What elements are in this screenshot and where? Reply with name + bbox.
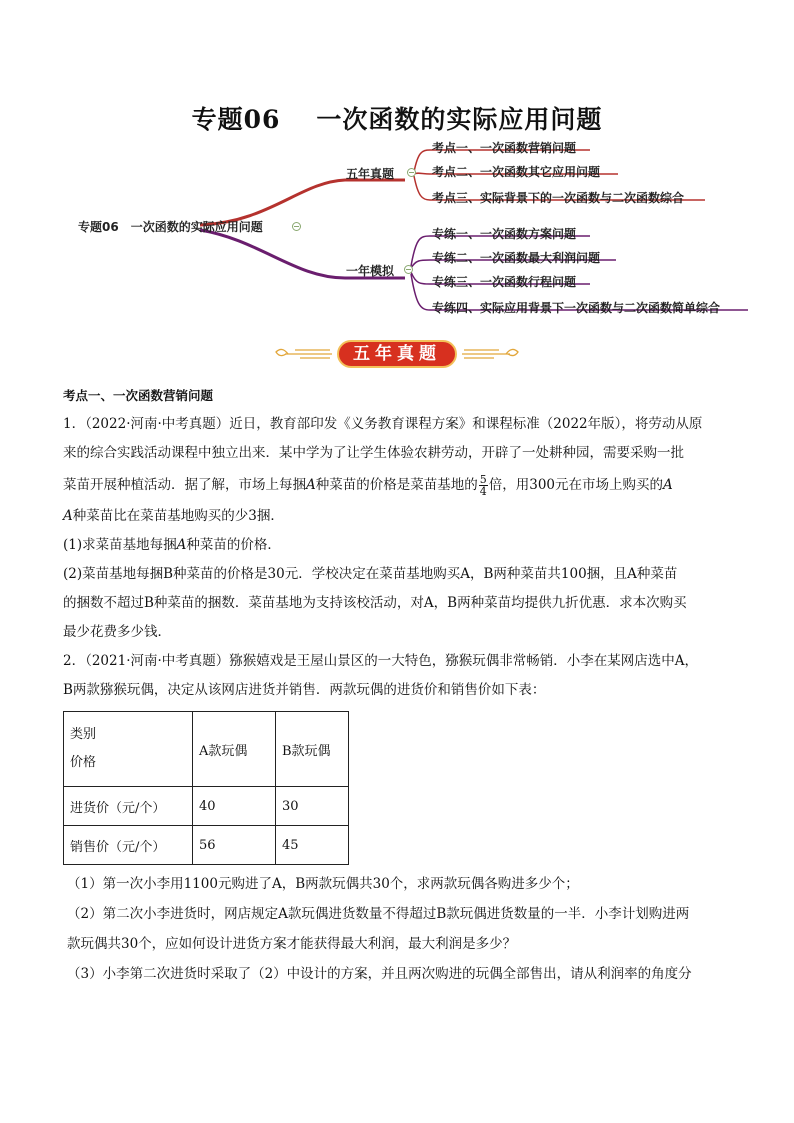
collapse-icon[interactable] [404, 265, 413, 274]
question-content [63, 386, 733, 989]
banner-label: 五年真题 [337, 340, 457, 368]
q1-part-1: (1)求菜苗基地每捆A种菜苗的价格． [63, 537, 281, 553]
q2-line: 2．（2021·河南·中考真题）猕猴嬉戏是王屋山景区的一大特色，猕猴玩偶非常畅销．小李在某网店选中A， [63, 653, 699, 669]
mind-map-leaf: 专练三、一次函数行程问题 [432, 275, 577, 289]
table-cell: 45 [276, 826, 349, 865]
table-cell: 销售价（元/个） [64, 826, 193, 865]
table-header-row [64, 712, 349, 787]
mind-map [0, 130, 794, 330]
q2-line: B两款猕猴玩偶，决定从该网店进货并销售．两款玩偶的进货价和销售价如下表： [63, 682, 546, 698]
q1-line: A种菜苗比在菜苗基地购买的少3捆． [63, 508, 284, 524]
q1-part-2: (2)菜苗基地每捆B种菜苗的价格是30元．学校决定在菜苗基地购买A，B两种菜苗共100捆，且A种菜苗 [63, 566, 678, 582]
q2-sub-1: （1）第一次小李用1100元购进了A，B两款玩偶共30个，求两款玩偶各购进多少个； [67, 876, 579, 892]
q1-line: 1．（2022·河南·中考真题）近日，教育部印发《义务教育课程方案》和课程标准（2022年版），将劳动从原 [63, 416, 703, 432]
q2-sub-3: （3）小李第二次进货时采取了（2）中设计的方案，并且两次购进的玩偶全部售出，请从利润率的角度分 [67, 966, 692, 982]
mind-map-leaf: 专练四、实际应用背景下一次函数与二次函数简单综合 [432, 301, 721, 315]
table-header-cell: B款玩偶 [276, 712, 349, 787]
table-cell: 40 [193, 787, 276, 826]
title-topic-name: 一次函数的实际应用问题 [316, 105, 603, 134]
q1-part-2: 最少花费多少钱． [63, 624, 171, 640]
mind-map-leaf: 考点一、一次函数营销问题 [432, 141, 577, 155]
mind-map-leaf: 考点二、一次函数其它应用问题 [432, 165, 601, 179]
table-cell: 30 [276, 787, 349, 826]
price-table [63, 711, 349, 865]
table-header-cell: 类别 价格 [64, 712, 193, 787]
mind-map-root: 专题06 一次函数的实际应用问题 [78, 220, 263, 234]
fraction: $\frac{5}{4}$ [479, 473, 487, 498]
mind-map-branch-five-year: 五年真题 [346, 167, 395, 181]
mind-map-leaf: 专练一、一次函数方案问题 [432, 227, 577, 241]
q2-sub-2: 款玩偶共30个，应如何设计进货方案才能获得最大利润，最大利润是多少？ [67, 936, 517, 952]
table-header-cell: A款玩偶 [193, 712, 276, 787]
table-row [64, 787, 349, 826]
q1-line: 菜苗开展种植活动．据了解，市场上每捆A种菜苗的价格是菜苗基地的 $\frac{5}{4}$ 倍，用300元在市场上购买的A [63, 473, 673, 498]
q1-line: 来的综合实践活动课程中独立出来．某中学为了让学生体验农耕劳动，开辟了一处耕种园，需要采购一批 [63, 445, 684, 461]
q2-sub-2: （2）第二次小李进货时，网店规定A款玩偶进货数量不得超过B款玩偶进货数量的一半．小李计划购进两 [67, 906, 690, 922]
q1-part-2: 的捆数不超过B种菜苗的捆数．菜苗基地为支持该校活动，对A，B两种菜苗均提供九折优惠．求本次购买 [63, 595, 687, 611]
table-row [64, 826, 349, 865]
table-cell: 56 [193, 826, 276, 865]
mind-map-leaf: 考点三、实际背景下的一次函数与二次函数综合 [432, 191, 685, 205]
table-cell: 进货价（元/个） [64, 787, 193, 826]
mind-map-leaf: 专练二、一次函数最大利润问题 [432, 251, 601, 265]
collapse-icon[interactable] [407, 168, 416, 177]
mind-map-branch-one-year: 一年模拟 [346, 264, 395, 278]
section-banner [0, 338, 794, 372]
title-topic-number: 专题06 [191, 105, 281, 134]
section-heading: 考点一、一次函数营销问题 [63, 388, 214, 403]
collapse-icon[interactable] [292, 222, 301, 231]
